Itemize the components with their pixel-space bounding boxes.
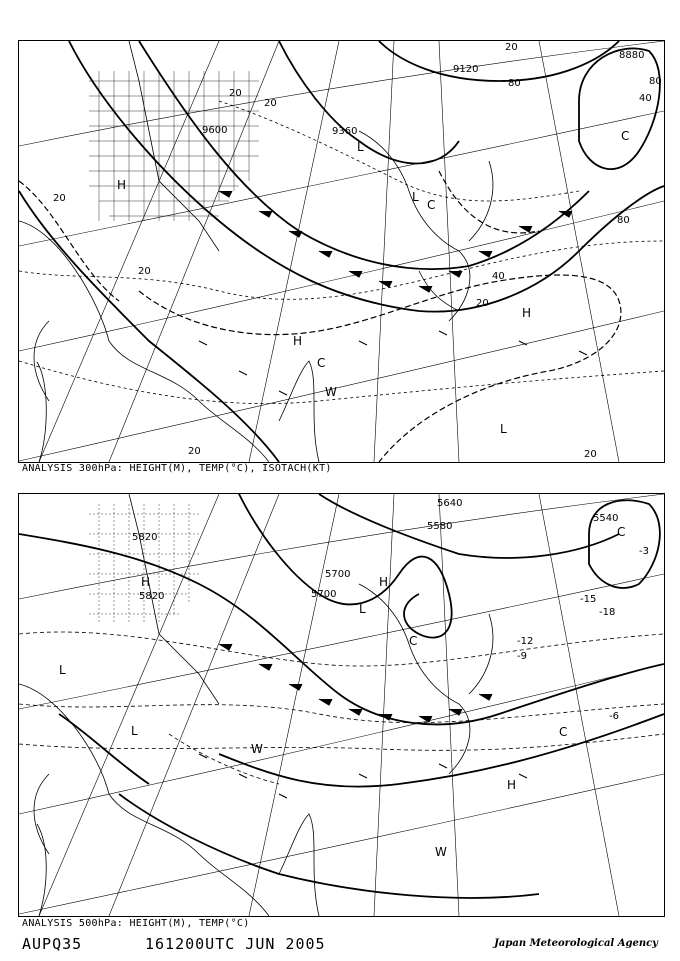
isotach-label: 40: [639, 93, 652, 104]
system-label-high: H: [293, 334, 303, 348]
height-contours: [19, 41, 664, 462]
isotach-label: 80: [617, 215, 630, 226]
system-label-low: L: [357, 140, 364, 154]
system-label-cold: C: [617, 525, 626, 539]
contour-label-5700: 5700: [311, 589, 337, 600]
map-300hpa-canvas: [19, 41, 664, 462]
system-label-cold: C: [559, 725, 568, 739]
contour-label-5540: 5540: [593, 513, 619, 524]
isotach-label: 20: [138, 266, 151, 277]
isotach-label: 20: [188, 446, 201, 457]
contour-label-5580: 5580: [427, 521, 453, 532]
isotherms: [19, 632, 664, 784]
contour-label-5700: 5700: [325, 569, 351, 580]
map-300hpa: [18, 40, 665, 463]
system-label-low: L: [59, 663, 66, 677]
coastline: [19, 41, 493, 462]
system-label-warm: W: [325, 385, 337, 399]
wind-barbs: [199, 644, 527, 798]
isotach-label: 20: [53, 193, 66, 204]
system-label-cold: C: [409, 634, 418, 648]
valid-time: 161200UTC JUN 2005: [145, 935, 326, 953]
contour-label-9120: 9120: [453, 64, 479, 75]
caption-500hpa: ANALYSIS 500hPa: HEIGHT(M), TEMP(°C): [22, 918, 250, 929]
system-label-high: H: [507, 778, 517, 792]
isotherm-label: -9: [517, 651, 527, 662]
system-label-high: H: [522, 306, 532, 320]
isotherm-label: -3: [639, 546, 649, 557]
isotherm-label: -12: [517, 636, 534, 647]
system-label-low: L: [500, 422, 507, 436]
isotach-label: 40: [492, 271, 505, 282]
map-500hpa: [18, 493, 665, 917]
system-label-high: H: [141, 575, 151, 589]
contour-label-5820: 5820: [132, 532, 158, 543]
system-label-high: H: [379, 575, 389, 589]
system-label-high: H: [117, 178, 127, 192]
system-label-warm: W: [435, 845, 447, 859]
isotherm-label: -15: [580, 594, 597, 605]
wind-barbs: [199, 191, 587, 395]
system-label-low: L: [359, 602, 366, 616]
contour-label-9600: 9600: [202, 125, 228, 136]
isotach-label: 80: [508, 78, 521, 89]
height-contours: [19, 494, 664, 898]
caption-300hpa: ANALYSIS 300hPa: HEIGHT(M), TEMP(°C), ISOTACH(KT): [22, 463, 332, 474]
contour-label-9360: 9360: [332, 126, 358, 137]
system-label-low: L: [412, 190, 419, 204]
terrain-hatch: [89, 504, 199, 624]
contour-label-5640: 5640: [437, 498, 463, 509]
isotach-label: 20: [264, 98, 277, 109]
agency-name: Japan Meteorological Agency: [494, 938, 658, 949]
system-label-warm: W: [251, 742, 263, 756]
chart-id: AUPQ35: [22, 935, 83, 953]
isotach-label: 20: [229, 88, 242, 99]
system-label-low: L: [131, 724, 138, 738]
graticule: [19, 494, 664, 916]
isotach-label: 20: [505, 42, 518, 53]
system-label-cold: C: [621, 129, 630, 143]
contour-label-5820: 5820: [139, 591, 165, 602]
isotach-label: 20: [584, 449, 597, 460]
system-label-cold: C: [317, 356, 326, 370]
isotach-label: 80: [649, 76, 662, 87]
isotach-label: 20: [476, 298, 489, 309]
system-label-cold: C: [427, 198, 436, 212]
map-500hpa-canvas: [19, 494, 664, 916]
isotherm-label: -6: [609, 711, 619, 722]
isotherm-label: -18: [599, 607, 616, 618]
contour-label-8880: 8880: [619, 50, 645, 61]
